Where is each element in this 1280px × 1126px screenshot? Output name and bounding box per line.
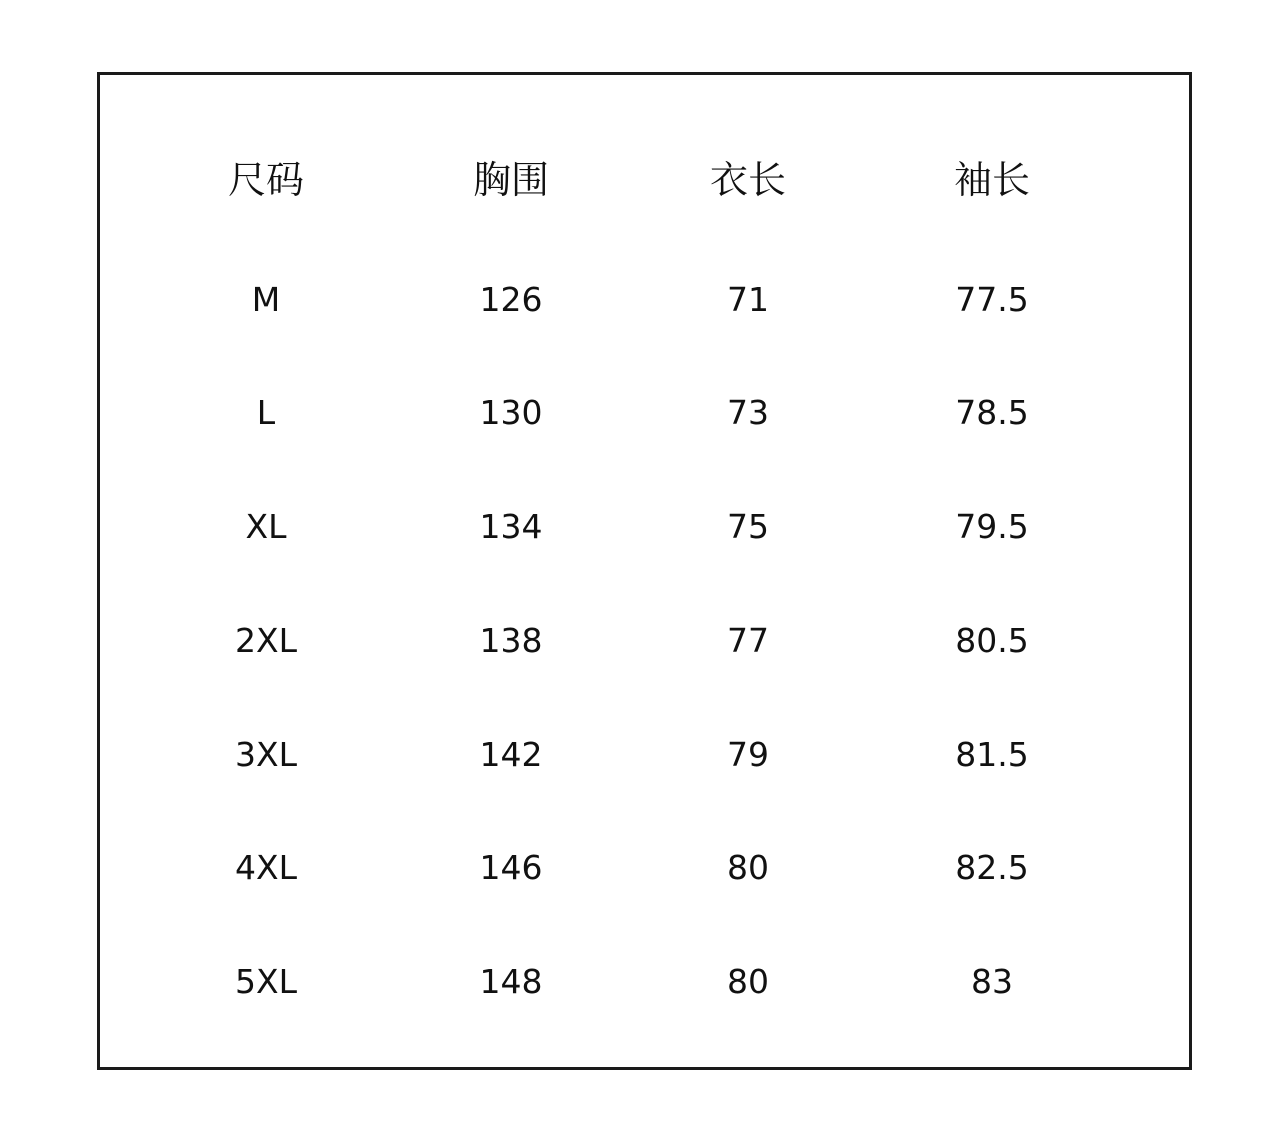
sleeve-cell: 79.5 — [955, 507, 1029, 546]
size-cell: 4XL — [235, 848, 297, 887]
header-size: 尺码 — [227, 158, 304, 202]
size-cell: 2XL — [235, 621, 297, 660]
chest-cell: 142 — [479, 735, 543, 774]
sleeve-cell: 78.5 — [955, 393, 1029, 432]
chest-cell: 126 — [479, 280, 543, 319]
length-cell: 73 — [727, 393, 769, 432]
chest-cell: 146 — [479, 848, 543, 887]
size-cell: 3XL — [235, 735, 297, 774]
chest-cell: 138 — [479, 621, 543, 660]
chest-cell: 148 — [479, 962, 543, 1001]
length-cell: 75 — [727, 507, 769, 546]
table-row — [100, 838, 1189, 898]
table-header — [100, 150, 1189, 210]
size-cell: M — [251, 280, 281, 319]
length-cell: 77 — [727, 621, 769, 660]
sleeve-cell: 77.5 — [955, 280, 1029, 319]
size-chart-table — [97, 72, 1192, 1070]
chest-cell: 130 — [479, 393, 543, 432]
sleeve-cell: 81.5 — [955, 735, 1029, 774]
size-cell: L — [256, 393, 276, 432]
chest-cell: 134 — [479, 507, 543, 546]
length-cell: 71 — [727, 280, 769, 319]
table-row — [100, 952, 1189, 1012]
length-cell: 80 — [727, 848, 769, 887]
size-cell: 5XL — [235, 962, 297, 1001]
size-cell: XL — [245, 507, 287, 546]
table-row — [100, 497, 1189, 557]
sleeve-cell: 83 — [971, 962, 1013, 1001]
length-cell: 80 — [727, 962, 769, 1001]
header-sleeve: 袖长 — [953, 158, 1030, 202]
table-row — [100, 725, 1189, 785]
table-row — [100, 383, 1189, 443]
header-chest: 胸围 — [472, 158, 549, 202]
sleeve-cell: 82.5 — [955, 848, 1029, 887]
header-length: 衣长 — [709, 158, 786, 202]
length-cell: 79 — [727, 735, 769, 774]
table-row — [100, 270, 1189, 330]
table-row — [100, 611, 1189, 671]
sleeve-cell: 80.5 — [955, 621, 1029, 660]
